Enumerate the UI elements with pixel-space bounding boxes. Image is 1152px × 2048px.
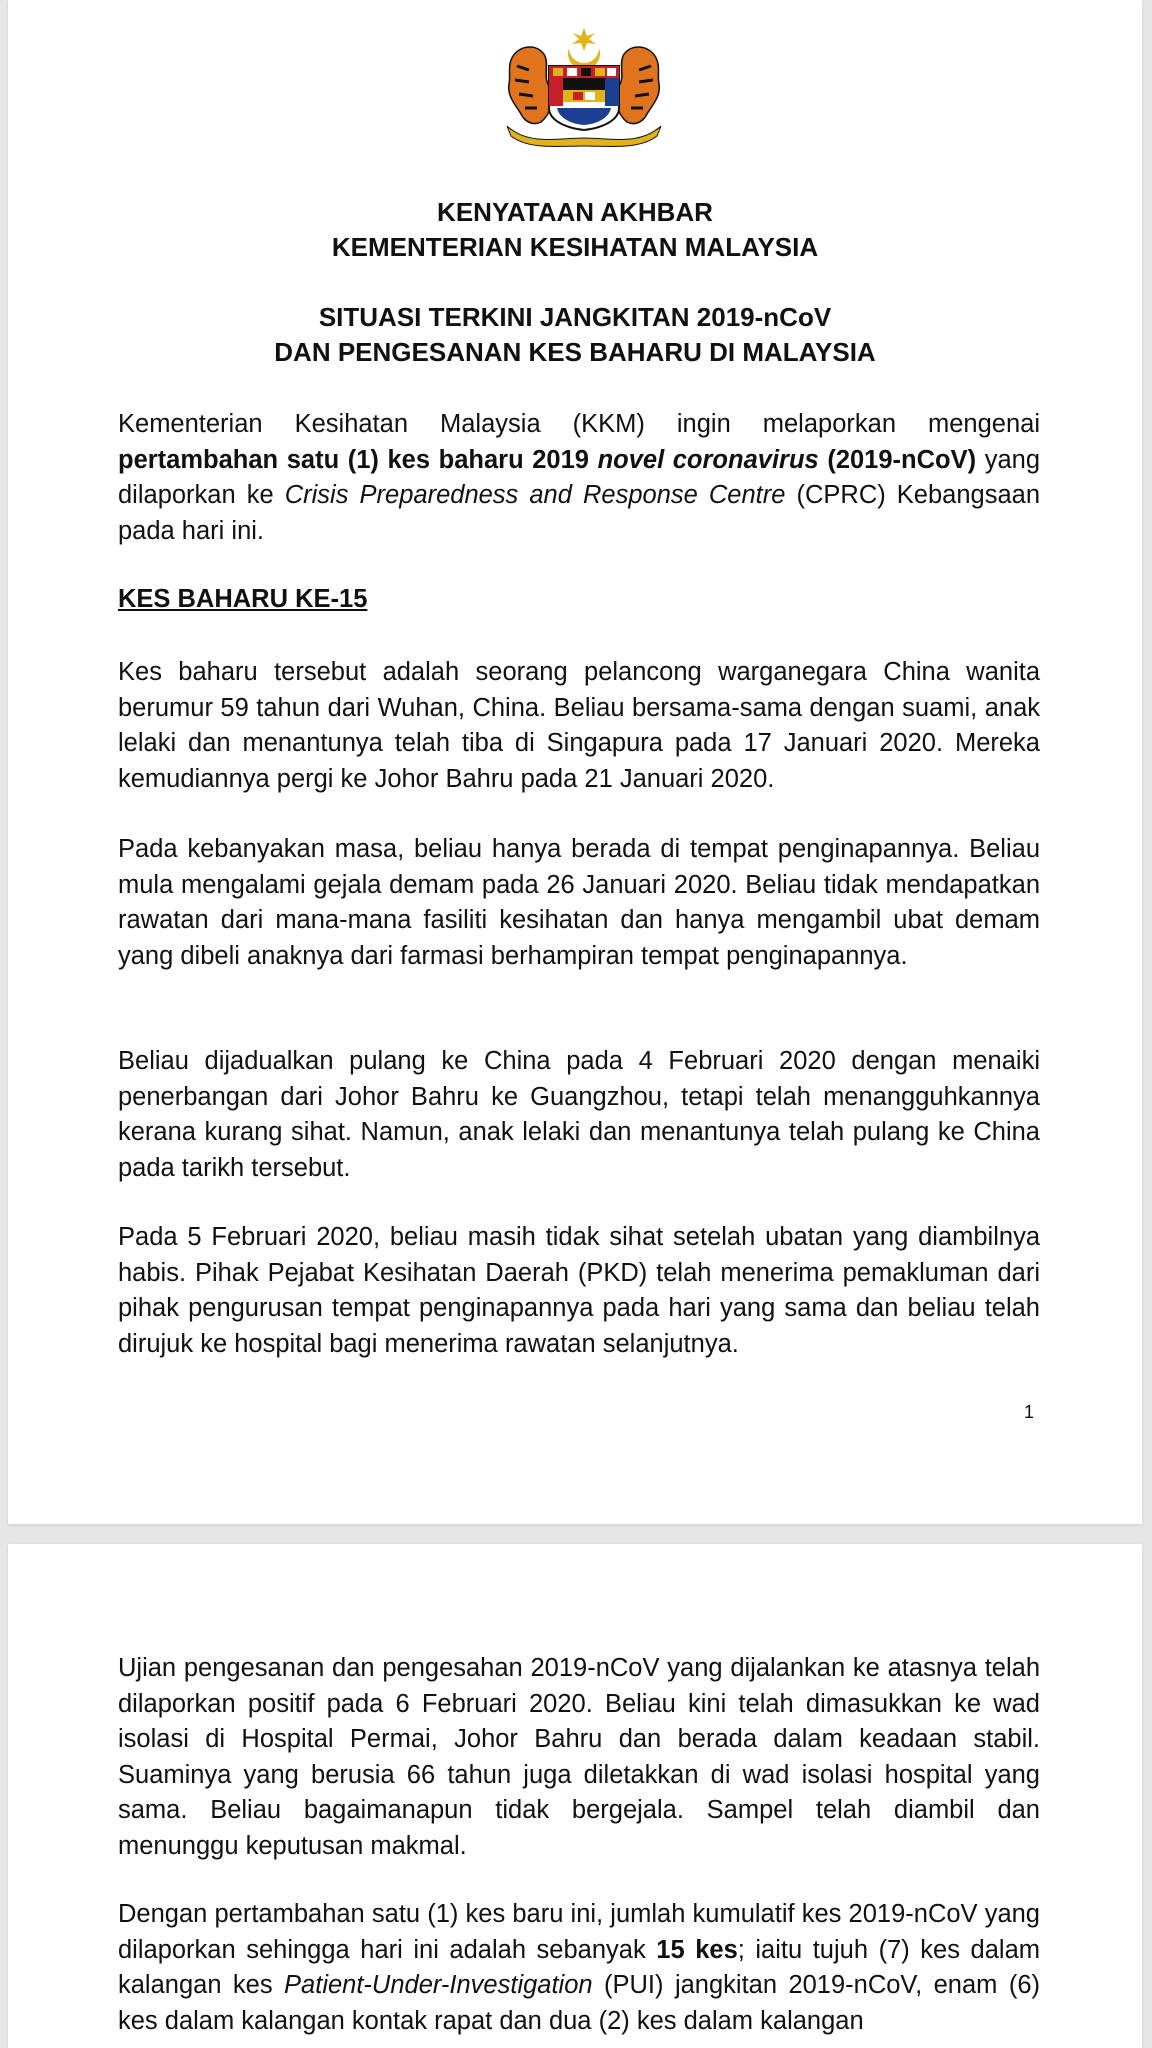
document-page-1 (8, 0, 1142, 1524)
paragraph-6 (118, 1897, 1040, 2039)
release-title-line-1: SITUASI TERKINI JANGKITAN 2019-nCoV (318, 302, 832, 332)
intro-text-3: (CPRC) Kebangsaan pada hari ini. (118, 481, 1041, 545)
intro-bold-text: pertambahan satu (1) kes baharu 2019 (118, 445, 598, 474)
document-page-2 (8, 1544, 1142, 2048)
paragraph-4: Pada 5 Februari 2020, beliau masih tidak sihat setelah ubatan yang diambilnya habis. Pihak Pejabat Kesihatan Daerah (PKD) telah menerima pemakluman dari pihak pengurusan tempat penginapannya pada hari yang sama dan beliau telah dirujuk ke hospital bagi menerima rawatan selanjutnya. (118, 1223, 1040, 1358)
paragraph-1: Kes baharu tersebut adalah seorang pelancong warganegara China wanita berumur 59 tahun dari Wuhan, China. Beliau bersama-sama dengan suami, anak lelaki dan menantunya telah tiba di Singapura pada 17 Januari 2020. Mereka kemudiannya pergi ke Johor Bahru pada 21 Januari 2020. (118, 658, 1040, 793)
paragraph-3: Beliau dijadualkan pulang ke China pada 4 Februari 2020 dengan menaiki penerbangan dari Johor Bahru ke Guangzhou, tetapi telah menangguhkannya kerana kurang sihat. Namun, anak lelaki dan menantunya telah pulang ke China pada tarikh tersebut. (118, 1047, 1040, 1182)
section-heading: KES BAHARU KE-15 (118, 585, 368, 613)
ministry-name: KEMENTERIAN KESIHATAN MALAYSIA (331, 232, 819, 262)
intro-paragraph (118, 407, 1040, 549)
case-total: 15 kes (656, 1935, 738, 1964)
paragraph-6-text-e: (PUI) jangkitan 2019-nCoV, enam (6) kes dalam kalangan kontak rapat dan dua (2) kes dalam kalangan (118, 1971, 1040, 2035)
intro-text-2: yang dilaporkan ke (118, 445, 1040, 509)
paragraph-5: Ujian pengesanan dan pengesahan 2019-nCoV yang dijalankan ke atasnya telah dilaporkan positif pada 6 Februari 2020. Beliau kini telah dimasukkan ke wad isolasi di Hospital Permai, Johor Bahru dan berada dalam keadaan stabil. Suaminya yang berusia 66 tahun juga diletakkan di wad isolasi hospital yang sama. Beliau bagaimanapun tidak bergejala. Sampel telah diambil dan menunggu keputusan makmal. (118, 1654, 1040, 1860)
intro-bold-italic-text: novel coronavirus (597, 445, 819, 474)
press-release-label: KENYATAAN AKHBAR (437, 197, 713, 227)
release-title-line-2: DAN PENGESANAN KES BAHARU DI MALAYSIA (274, 337, 876, 367)
paragraph-2: Pada kebanyakan masa, beliau hanya berada di tempat penginapannya. Beliau mula mengalami gejala demam pada 26 Januari 2020. Beliau tidak mendapatkan rawatan dari mana-mana fasiliti kesihatan dan hanya mengambil ubat demam yang dibeli anaknya dari farmasi berhampiran tempat penginapannya. (118, 835, 1040, 970)
paragraph-6-text-c: ; iaitu tujuh (7) kes dalam kalangan kes (118, 1935, 1040, 1999)
intro-bold-text-2: (2019-nCoV) (818, 445, 977, 474)
pui-term: Patient-Under-Investigation (284, 1971, 593, 1999)
paragraph-6-text-a: Dengan pertambahan satu (1) kes baru ini, jumlah kumulatif kes 2019-nCoV yang dilaporkan sehingga hari ini adalah sebanyak (118, 1900, 1040, 1964)
page-number: 1 (1024, 1402, 1035, 1422)
intro-text: Kementerian Kesihatan Malaysia (KKM) ingin melaporkan mengenai (118, 410, 1040, 438)
malaysia-coat-of-arms-icon (499, 26, 669, 150)
intro-italic-text: Crisis Preparedness and Response Centre (284, 481, 786, 509)
